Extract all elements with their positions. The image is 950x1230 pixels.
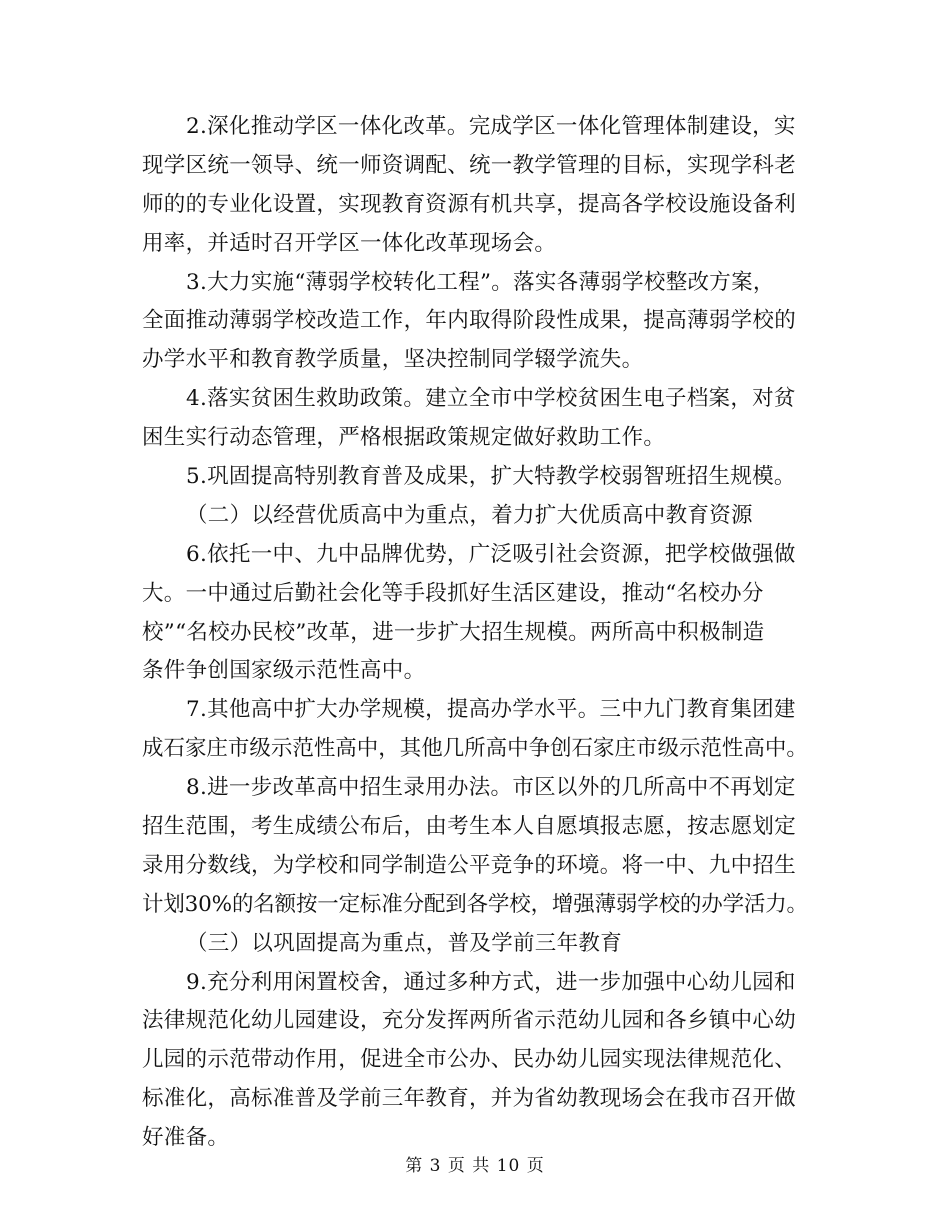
- text-line: 招生范围，考生成绩公布后，由考生本人自愿填报志愿，按志愿划定: [142, 814, 797, 840]
- text-line: 用率，并适时召开学区一体化改革现场会。: [142, 230, 557, 256]
- text-line: 好准备。: [142, 1125, 230, 1151]
- text-line: 困生实行动态管理，严格根据政策规定做好救助工作。: [142, 425, 666, 451]
- text-line: （二）以经营优质高中为重点，着力扩大优质高中教育资源: [186, 502, 753, 528]
- text-line: 儿园的示范带动作用，促进全市公办、民办幼儿园实现法律规范化、: [142, 1047, 797, 1073]
- text-line: （三）以巩固提高为重点，普及学前三年教育: [186, 930, 623, 956]
- text-line: 6.依托一中、九中品牌优势，广泛吸引社会资源，把学校做强做: [186, 541, 796, 567]
- page-footer: 第 3 页 共 10 页: [405, 1156, 545, 1176]
- text-line: 办学水平和教育教学质量，坚决控制同学辍学流失。: [142, 347, 644, 373]
- text-line: 7.其他高中扩大办学规模，提高办学水平。三中九门教育集团建: [186, 697, 796, 723]
- text-line: 法律规范化幼儿园建设，充分发挥两所省示范幼儿园和各乡镇中心幼: [142, 1008, 797, 1034]
- text-line: 条件争创国家级示范性高中。: [142, 658, 426, 684]
- text-line: 大。一中通过后勤社会化等手段抓好生活区建设，推动“名校办分: [142, 580, 764, 606]
- text-line: 9.充分利用闲置校舍，通过多种方式，进一步加强中心幼儿园和: [186, 969, 796, 995]
- text-line: 8.进一步改革高中招生录用办法。市区以外的几所高中不再划定: [186, 775, 796, 801]
- text-line: 2.深化推动学区一体化改革。完成学区一体化管理体制建设，实: [186, 114, 796, 139]
- text-line: 5.巩固提高特别教育普及成果，扩大特教学校弱智班招生规模。: [186, 464, 796, 490]
- text-line: 现学区统一领导、统一师资调配、统一教学管理的目标，实现学科老: [142, 152, 797, 178]
- document-body: [142, 108, 808, 1158]
- text-line: 录用分数线，为学校和同学制造公平竞争的环境。将一中、九中招生: [142, 852, 797, 878]
- text-line: 校”“名校办民校”改革，进一步扩大招生规模。两所高中积极制造: [142, 619, 765, 645]
- text-line: 师的的专业化设置，实现教育资源有机共享，提高各学校设施设备利: [142, 191, 797, 217]
- text-line: 全面推动薄弱学校改造工作，年内取得阶段性成果，提高薄弱学校的: [142, 308, 797, 334]
- text-line: 3.大力实施“薄弱学校转化工程”。落实各薄弱学校整改方案，: [186, 269, 775, 295]
- text-line: 成石家庄市级示范性高中，其他几所高中争创石家庄市级示范性高中。: [142, 736, 808, 762]
- text-line: 计划30%的名额按一定标准分配到各学校，增强薄弱学校的办学活力。: [142, 891, 808, 917]
- text-line: 标准化，高标准普及学前三年教育，并为省幼教现场会在我市召开做: [142, 1086, 797, 1112]
- text-line: 4.落实贫困生救助政策。建立全市中学校贫困生电子档案，对贫: [186, 386, 796, 412]
